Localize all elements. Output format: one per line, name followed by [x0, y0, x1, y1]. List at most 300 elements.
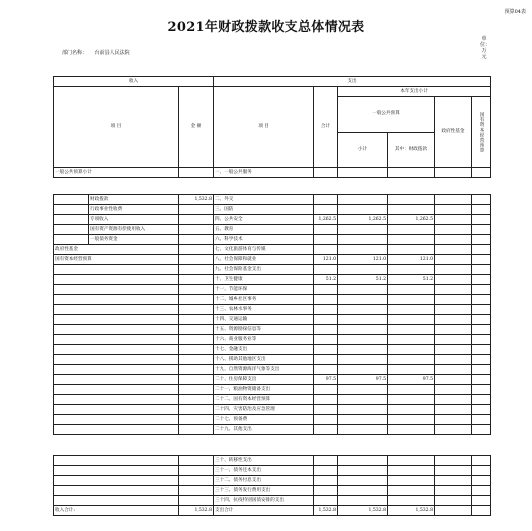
expense-sub-cell: 121.0	[338, 255, 388, 265]
expense-approp-cell: 97.5	[388, 375, 435, 385]
expense-total-cell	[314, 335, 338, 345]
expense-total-cell	[314, 305, 338, 315]
expense-approp-cell: 1,532.8	[388, 506, 435, 516]
income-item-cell	[54, 476, 179, 486]
table-row	[54, 405, 491, 415]
expense-capital-cell	[472, 395, 491, 405]
expense-total-cell	[314, 345, 338, 355]
expense-capital-cell	[472, 486, 491, 496]
expense-capital-cell	[472, 255, 491, 265]
table-header-section	[53, 76, 491, 178]
income-amount-cell	[179, 245, 214, 255]
income-item-cell	[54, 395, 179, 405]
income-item-header: 项 目	[54, 87, 179, 168]
dept-label: 部门名称：	[62, 50, 88, 56]
income-amount-cell	[179, 375, 214, 385]
expense-capital-cell	[472, 235, 491, 245]
unit-label: 单位：万元	[480, 36, 491, 60]
table-row	[54, 486, 491, 496]
expense-item-cell: 支出合计	[214, 506, 314, 516]
expense-item-header: 项 目	[214, 87, 314, 168]
expense-fund-cell	[435, 275, 472, 285]
income-item-cell	[54, 405, 179, 415]
expense-approp-cell	[388, 355, 435, 365]
expense-fund-cell	[435, 385, 472, 395]
expense-total-cell: 121.0	[314, 255, 338, 265]
expense-sub-cell	[338, 305, 388, 315]
expense-sub-cell	[338, 476, 388, 486]
indent-spacer-cell	[54, 225, 89, 235]
expense-sub-cell	[338, 405, 388, 415]
income-item-cell	[54, 415, 179, 425]
expense-sub-cell	[338, 205, 388, 215]
income-amount-cell	[179, 486, 214, 496]
table-row	[54, 215, 491, 225]
expense-item-cell: 九、社会保险基金支出	[214, 265, 314, 275]
expense-sub-cell: 1,262.5	[338, 215, 388, 225]
gov-fund-header: 政府性基金	[435, 97, 472, 168]
expense-capital-cell	[472, 506, 491, 516]
income-amount-cell	[179, 345, 214, 355]
expense-sub-cell	[338, 466, 388, 476]
expense-capital-cell	[472, 476, 491, 486]
expense-item-cell: 二十二、国有资本经营预算	[214, 395, 314, 405]
expense-total-cell	[314, 325, 338, 335]
income-item-cell	[54, 265, 179, 275]
income-amount-cell	[179, 315, 214, 325]
department-line	[62, 49, 136, 56]
income-item-cell: 财政拨款	[89, 195, 179, 205]
expense-sub-cell	[338, 415, 388, 425]
table-row	[54, 476, 491, 486]
table-row	[54, 305, 491, 315]
expense-capital-cell	[472, 305, 491, 315]
income-amount-cell	[179, 305, 214, 315]
expense-sub-cell: 51.2	[338, 275, 388, 285]
expense-item-cell: 一、一般公共服务	[214, 168, 314, 178]
expense-fund-cell	[435, 215, 472, 225]
expense-total-cell	[314, 225, 338, 235]
subtotal-header: 小计	[338, 132, 388, 168]
expense-total-cell: 1,532.8	[314, 506, 338, 516]
income-amount-cell	[179, 295, 214, 305]
expense-approp-cell	[388, 345, 435, 355]
form-code: 预算04表	[504, 9, 526, 15]
expense-approp-cell	[388, 456, 435, 466]
expense-item-cell: 十三、农林水事务	[214, 305, 314, 315]
expense-capital-cell	[472, 295, 491, 305]
expense-item-cell: 七、文化旅游体育与传媒	[214, 245, 314, 255]
expense-capital-cell	[472, 415, 491, 425]
expense-item-cell: 三十一、债务还本支出	[214, 466, 314, 476]
expense-fund-cell	[435, 425, 472, 435]
expense-fund-cell	[435, 205, 472, 215]
expense-capital-cell	[472, 496, 491, 506]
expense-capital-cell	[472, 456, 491, 466]
expense-total-cell	[314, 205, 338, 215]
table-row	[54, 315, 491, 325]
expense-fund-cell	[435, 365, 472, 375]
expense-sub-cell	[338, 385, 388, 395]
income-amount-cell	[179, 285, 214, 295]
table-row	[54, 496, 491, 506]
income-item-cell	[54, 325, 179, 335]
expense-approp-cell	[388, 466, 435, 476]
expense-item-cell: 二十四、灾害防治及应急管理	[214, 405, 314, 415]
expense-total-cell	[314, 405, 338, 415]
expense-sub-cell	[338, 245, 388, 255]
income-amount-cell	[179, 405, 214, 415]
table-row	[54, 225, 491, 235]
expense-total-cell: 97.5	[314, 375, 338, 385]
table-row	[54, 385, 491, 395]
table-row	[54, 245, 491, 255]
income-item-cell	[54, 335, 179, 345]
expense-sub-cell	[338, 265, 388, 275]
table-row	[54, 295, 491, 305]
income-amount-cell	[179, 456, 214, 466]
expense-approp-cell	[388, 335, 435, 345]
appropriation-header: 其中：财政拨款	[388, 132, 435, 168]
table-row	[54, 265, 491, 275]
table-row	[54, 506, 491, 516]
expense-approp-cell	[388, 325, 435, 335]
income-item-cell	[54, 425, 179, 435]
expense-approp-cell	[388, 476, 435, 486]
expense-approp-cell	[388, 235, 435, 245]
table-row	[54, 456, 491, 466]
table-row	[54, 375, 491, 385]
expense-sub-cell	[338, 168, 388, 178]
expense-fund-cell	[435, 456, 472, 466]
expense-approp-cell: 121.0	[388, 255, 435, 265]
expense-item-cell: 二十九、其他支出	[214, 425, 314, 435]
expense-total-cell	[314, 265, 338, 275]
expense-total-cell	[314, 195, 338, 205]
table-bottom-section	[53, 455, 491, 516]
table-row	[54, 275, 491, 285]
income-item-cell	[54, 486, 179, 496]
expense-item-cell: 十、卫生健康	[214, 275, 314, 285]
expense-capital-cell	[472, 325, 491, 335]
income-amount-cell	[179, 215, 214, 225]
expense-capital-cell	[472, 205, 491, 215]
expense-fund-cell	[435, 476, 472, 486]
table-row	[54, 365, 491, 375]
expense-fund-cell	[435, 245, 472, 255]
income-amount-cell	[179, 225, 214, 235]
expense-total-cell	[314, 476, 338, 486]
table-row	[54, 285, 491, 295]
expense-total-cell	[314, 456, 338, 466]
expense-approp-cell	[388, 168, 435, 178]
expense-approp-cell	[388, 225, 435, 235]
expense-capital-cell	[472, 385, 491, 395]
expense-fund-cell	[435, 195, 472, 205]
expense-approp-cell	[388, 385, 435, 395]
expense-sub-cell	[338, 395, 388, 405]
income-amount-cell	[179, 385, 214, 395]
expense-capital-cell	[472, 215, 491, 225]
expense-item-cell: 十一、节能环保	[214, 285, 314, 295]
income-header: 收入	[54, 77, 214, 87]
expense-sub-cell	[338, 456, 388, 466]
expense-approp-cell	[388, 365, 435, 375]
expense-capital-cell	[472, 195, 491, 205]
expense-item-cell: 二十一、粮油物资储备支出	[214, 385, 314, 395]
expense-item-cell: 四、公共安全	[214, 215, 314, 225]
income-item-cell: 一般公共预算小计	[54, 168, 179, 178]
income-item-cell	[54, 496, 179, 506]
income-item-cell	[54, 315, 179, 325]
current-year-header: 本年支出小计	[338, 87, 491, 97]
expense-fund-cell	[435, 305, 472, 315]
expense-item-cell: 十二、城乡社区事务	[214, 295, 314, 305]
income-amount-header: 金 额	[179, 87, 214, 168]
expense-total-cell	[314, 285, 338, 295]
expense-item-cell: 六、科学技术	[214, 235, 314, 245]
income-amount-cell	[179, 325, 214, 335]
expense-capital-cell	[472, 365, 491, 375]
expense-fund-cell	[435, 466, 472, 476]
income-item-cell: 收入合计:	[54, 506, 179, 516]
expense-total-cell	[314, 385, 338, 395]
expense-total-cell	[314, 395, 338, 405]
expense-fund-cell	[435, 345, 472, 355]
expense-fund-cell	[435, 295, 472, 305]
expense-sub-cell	[338, 285, 388, 295]
expense-fund-cell	[435, 335, 472, 345]
expense-fund-cell	[435, 235, 472, 245]
income-amount-cell	[179, 275, 214, 285]
income-amount-cell	[179, 255, 214, 265]
table-row	[54, 325, 491, 335]
table-row	[54, 205, 491, 215]
expense-approp-cell	[388, 295, 435, 305]
expense-approp-cell	[388, 496, 435, 506]
expense-capital-cell	[472, 355, 491, 365]
expense-item-cell: 三十、转移性支出	[214, 456, 314, 466]
expense-item-cell: 十九、自然资源海洋气象等支出	[214, 365, 314, 375]
income-amount-cell: 1,532.8	[179, 506, 214, 516]
expense-sub-cell	[338, 496, 388, 506]
income-amount-cell	[179, 235, 214, 245]
income-amount-cell	[179, 476, 214, 486]
expense-capital-cell	[472, 275, 491, 285]
income-item-cell: 一般债务资金	[89, 235, 179, 245]
income-item-cell: 专项收入	[89, 215, 179, 225]
table-row	[54, 335, 491, 345]
expense-fund-cell	[435, 405, 472, 415]
expense-capital-cell	[472, 225, 491, 235]
expense-total-cell: 51.2	[314, 275, 338, 285]
expense-sub-cell	[338, 295, 388, 305]
income-amount-cell	[179, 466, 214, 476]
expense-fund-cell	[435, 355, 472, 365]
income-item-cell	[54, 375, 179, 385]
expense-capital-cell	[472, 265, 491, 275]
expense-item-cell: 二十七、预备费	[214, 415, 314, 425]
expense-approp-cell	[388, 305, 435, 315]
expense-fund-cell	[435, 325, 472, 335]
income-item-cell	[54, 466, 179, 476]
expense-fund-cell	[435, 168, 472, 178]
table-row	[54, 395, 491, 405]
income-amount-cell	[179, 395, 214, 405]
expense-fund-cell	[435, 225, 472, 235]
expense-approp-cell	[388, 245, 435, 255]
income-item-cell	[54, 456, 179, 466]
income-item-cell: 国有资产资源有偿使用收入	[89, 225, 179, 235]
income-item-cell: 国有资本经营预算	[54, 255, 179, 265]
expense-item-cell: 十七、金融支出	[214, 345, 314, 355]
expense-approp-cell	[388, 315, 435, 325]
income-item-cell	[54, 385, 179, 395]
income-amount-cell	[179, 335, 214, 345]
expense-approp-cell	[388, 486, 435, 496]
income-amount-cell: 1,532.8	[179, 195, 214, 205]
expense-fund-cell	[435, 255, 472, 265]
income-amount-cell	[179, 168, 214, 178]
expense-approp-cell	[388, 415, 435, 425]
expense-approp-cell	[388, 285, 435, 295]
expense-total-cell	[314, 425, 338, 435]
expense-sub-cell	[338, 315, 388, 325]
income-item-cell: 行政事业性收费	[89, 205, 179, 215]
expense-approp-cell	[388, 425, 435, 435]
income-item-cell	[54, 275, 179, 285]
expense-total-cell	[314, 245, 338, 255]
expense-sub-cell	[338, 365, 388, 375]
expense-total-cell	[314, 168, 338, 178]
expense-capital-cell	[472, 405, 491, 415]
total-header: 合计	[314, 87, 338, 168]
dept-name: 台前县人民法院	[94, 50, 130, 56]
indent-spacer-cell	[54, 195, 89, 205]
indent-spacer-cell	[54, 235, 89, 245]
income-amount-cell	[179, 365, 214, 375]
expense-total-cell	[314, 486, 338, 496]
expense-sub-cell: 1,532.8	[338, 506, 388, 516]
income-amount-cell	[179, 205, 214, 215]
expense-item-cell: 十五、资源勘探信息等	[214, 325, 314, 335]
indent-spacer-cell	[54, 215, 89, 225]
income-item-cell: 政府性基金	[54, 245, 179, 255]
income-item-cell	[54, 295, 179, 305]
expense-item-cell: 十六、商业服务业等	[214, 335, 314, 345]
expense-approp-cell	[388, 205, 435, 215]
expense-capital-cell	[472, 168, 491, 178]
expense-total-cell	[314, 466, 338, 476]
expense-sub-cell	[338, 486, 388, 496]
expense-fund-cell	[435, 415, 472, 425]
expense-item-cell: 二、外交	[214, 195, 314, 205]
expense-capital-cell	[472, 345, 491, 355]
expense-approp-cell	[388, 405, 435, 415]
income-amount-cell	[179, 496, 214, 506]
expense-total-cell	[314, 295, 338, 305]
table-row	[54, 425, 491, 435]
income-item-cell	[54, 285, 179, 295]
general-budget-header: 一般公共预算	[338, 97, 435, 133]
expense-fund-cell	[435, 285, 472, 295]
expense-total-cell	[314, 496, 338, 506]
table-row	[54, 355, 491, 365]
table-row	[54, 466, 491, 476]
expense-approp-cell: 51.2	[388, 275, 435, 285]
expense-approp-cell: 1,262.5	[388, 215, 435, 225]
expense-item-cell: 三十四、抗疫特别国债安排的支出	[214, 496, 314, 506]
table-row	[54, 345, 491, 355]
expense-item-cell: 三、国防	[214, 205, 314, 215]
expense-item-cell: 二十、住房保障支出	[214, 375, 314, 385]
expense-sub-cell	[338, 335, 388, 345]
income-item-cell	[54, 305, 179, 315]
expense-capital-cell	[472, 425, 491, 435]
expense-total-cell	[314, 355, 338, 365]
expense-sub-cell: 97.5	[338, 375, 388, 385]
expense-capital-cell	[472, 375, 491, 385]
expense-sub-cell	[338, 235, 388, 245]
income-item-cell	[54, 355, 179, 365]
income-item-cell	[54, 365, 179, 375]
expense-sub-cell	[338, 355, 388, 365]
income-amount-cell	[179, 355, 214, 365]
expense-approp-cell	[388, 395, 435, 405]
table-row	[54, 235, 491, 245]
expense-item-cell: 十四、交通运输	[214, 315, 314, 325]
income-amount-cell	[179, 265, 214, 275]
income-amount-cell	[179, 415, 214, 425]
expense-sub-cell	[338, 425, 388, 435]
expense-sub-cell	[338, 345, 388, 355]
expense-capital-cell	[472, 315, 491, 325]
expense-fund-cell	[435, 315, 472, 325]
expense-capital-cell	[472, 245, 491, 255]
expense-capital-cell	[472, 285, 491, 295]
expense-approp-cell	[388, 195, 435, 205]
expense-total-cell	[314, 315, 338, 325]
expense-total-cell	[314, 415, 338, 425]
expense-total-cell	[314, 365, 338, 375]
table-row	[54, 255, 491, 265]
expense-sub-cell	[338, 325, 388, 335]
expense-item-cell: 十八、援助其他地区支出	[214, 355, 314, 365]
expense-capital-cell	[472, 335, 491, 345]
expense-total-cell: 1,262.5	[314, 215, 338, 225]
expense-item-cell: 五、教育	[214, 225, 314, 235]
expense-total-cell	[314, 235, 338, 245]
income-item-cell	[54, 345, 179, 355]
expense-fund-cell	[435, 265, 472, 275]
expense-fund-cell	[435, 395, 472, 405]
table-middle-section	[53, 194, 491, 435]
expense-item-cell: 三十三、债务发行费用支出	[214, 486, 314, 496]
expense-fund-cell	[435, 375, 472, 385]
expense-sub-cell	[338, 225, 388, 235]
table-row	[54, 415, 491, 425]
expense-capital-cell	[472, 466, 491, 476]
indent-spacer-cell	[54, 205, 89, 215]
expense-item-cell: 八、社会保障和就业	[214, 255, 314, 265]
table-row	[54, 168, 491, 178]
income-amount-cell	[179, 425, 214, 435]
state-capital-header: 国有资本经营预算	[472, 97, 491, 168]
page-title: 2021年财政拨款收支总体情况表	[167, 20, 365, 35]
expense-fund-cell	[435, 506, 472, 516]
expense-approp-cell	[388, 265, 435, 275]
expense-item-cell: 三十二、债务付息支出	[214, 476, 314, 486]
